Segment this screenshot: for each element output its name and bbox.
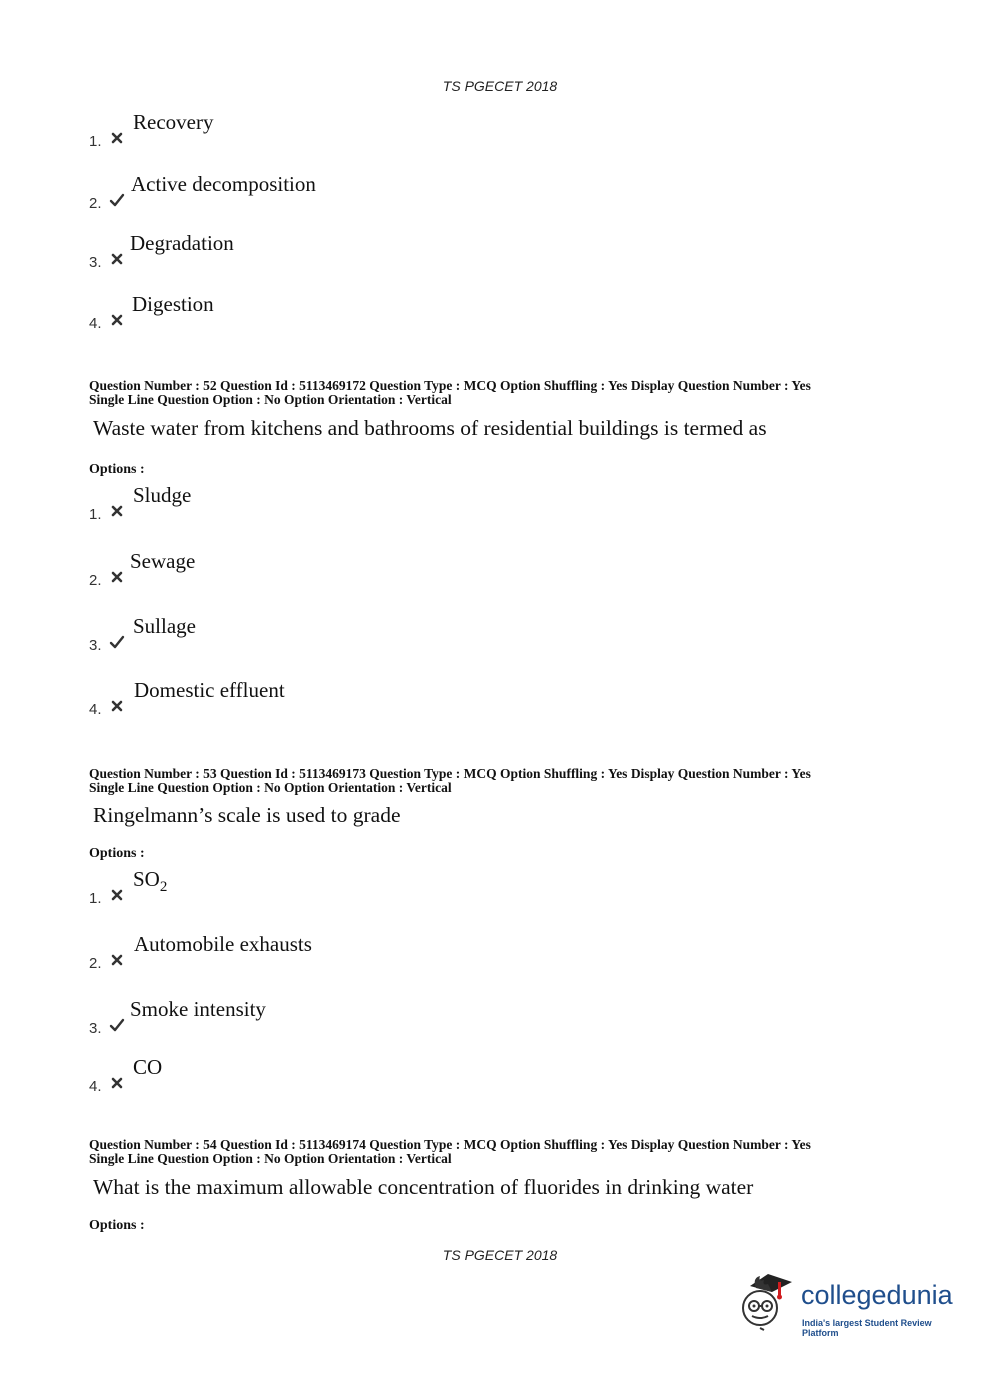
option-text: Smoke intensity [130,997,266,1021]
option-2 [89,172,689,212]
option-text: Degradation [130,231,234,255]
option-number: 3. [89,1020,102,1037]
cross-mark-icon [109,503,125,519]
option-text: Sullage [133,614,196,638]
cross-mark-icon [109,251,125,267]
question-meta [89,379,909,407]
meta-line-1: Question Number : 52 Question Id : 5113469172 Question Type : MCQ Option Shuffling : Yes Display Question Number : Yes [89,378,811,393]
cross-mark-icon [109,312,125,328]
formula-subscript: 2 [159,879,168,896]
option-4 [89,292,689,332]
meta-line-2: Single Line Question Option : No Option Orientation : Vertical [89,780,452,795]
option-number: 2. [89,572,102,589]
option-number: 3. [89,637,102,654]
question-meta [89,1138,909,1166]
option-number: 2. [89,195,102,212]
option-text: Active decomposition [131,172,316,196]
meta-line-2: Single Line Question Option : No Option Orientation : Vertical [89,1151,452,1166]
option-text: Sludge [133,483,192,507]
option-2 [89,932,689,972]
check-mark-icon [109,634,125,650]
question-text: What is the maximum allowable concentration of fluorides in drinking water [93,1175,754,1199]
options-label: Options : [89,462,145,477]
page-header: TS PGECET 2018 [442,78,558,94]
option-text: CO [133,1055,163,1079]
meta-line-1: Question Number : 54 Question Id : 5113469174 Question Type : MCQ Option Shuffling : Yes Display Question Number : Yes [89,1137,811,1152]
option-number: 2. [89,955,102,972]
option-2 [89,549,689,589]
option-4 [89,678,689,718]
check-mark-icon [109,192,125,208]
option-number: 1. [89,133,102,150]
option-1 [89,867,689,907]
option-1 [89,483,689,523]
brand-tagline: India's largest Student Review Platform [802,1318,932,1338]
option-text: Automobile exhausts [134,932,312,956]
option-number: 4. [89,701,102,718]
question-meta [89,767,909,795]
option-number: 1. [89,890,102,907]
brand-name: collegedunia [801,1280,953,1310]
option-3 [89,997,689,1037]
question-text: Waste water from kitchens and bathrooms of residential buildings is termed as [93,416,767,440]
option-number: 3. [89,254,102,271]
option-text: Digestion [132,292,214,316]
cross-mark-icon [109,887,125,903]
option-4 [89,1055,689,1095]
cross-mark-icon [109,952,125,968]
cross-mark-icon [109,569,125,585]
option-number: 4. [89,315,102,332]
question-text: Ringelmann’s scale is used to grade [93,803,401,827]
cross-mark-icon [109,1075,125,1091]
options-label: Options : [89,846,145,861]
meta-line-2: Single Line Question Option : No Option Orientation : Vertical [89,392,452,407]
check-mark-icon [109,1017,125,1033]
options-label: Options : [89,1218,145,1233]
option-3 [89,614,689,654]
page-footer: TS PGECET 2018 [442,1247,558,1263]
collegedunia-logo [738,1268,970,1340]
cross-mark-icon [109,130,125,146]
mascot-icon [738,1268,800,1338]
option-text [133,867,167,896]
option-text: Domestic effluent [134,678,285,702]
cross-mark-icon [109,698,125,714]
option-number: 1. [89,506,102,523]
meta-line-1: Question Number : 53 Question Id : 5113469173 Question Type : MCQ Option Shuffling : Yes Display Question Number : Yes [89,766,811,781]
option-number: 4. [89,1078,102,1095]
option-3 [89,231,689,271]
formula-base: SO [133,867,160,891]
option-text: Recovery [133,110,214,134]
option-text: Sewage [130,549,196,573]
option-1 [89,110,689,150]
